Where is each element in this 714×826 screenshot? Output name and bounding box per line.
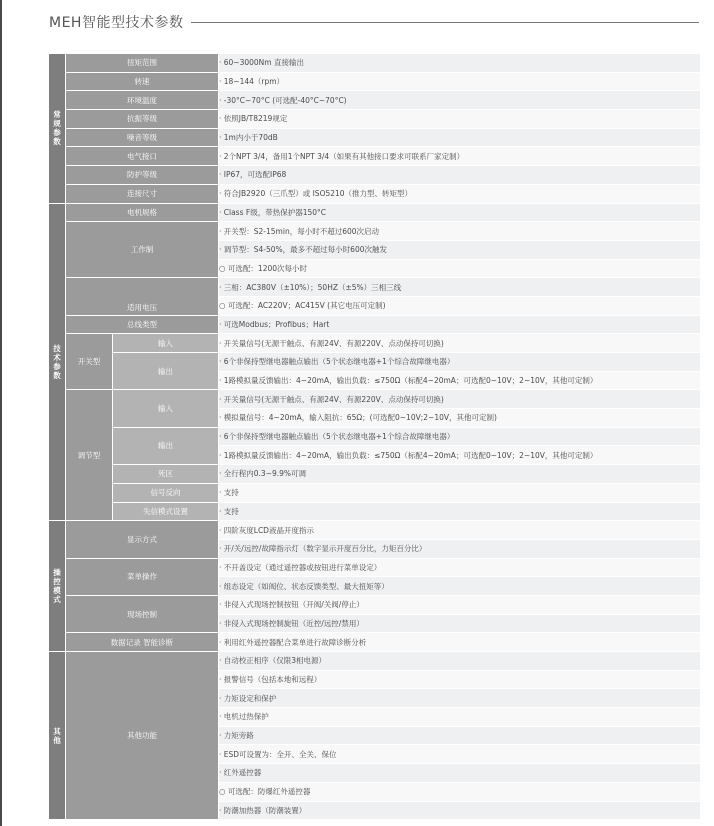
- row-value: · 防潮加热器（防潮装置）: [219, 801, 701, 820]
- table-row: [49, 203, 701, 222]
- row-sublabel: 输出: [113, 427, 219, 464]
- row-value: · 利用红外遥控器配合菜单进行故障诊断分析: [219, 633, 701, 652]
- row-value: · Class F级，带热保护器150°C: [219, 203, 701, 222]
- table-row: [49, 483, 701, 502]
- row-value: ○ 可选配：1200次每小时: [219, 259, 701, 278]
- row-value: · 非侵入式现场控制旋钮（近控/远控/禁用）: [219, 614, 701, 633]
- row-value: · -30°C~70°C (可选配-40°C~70°C): [219, 91, 701, 110]
- row-sublabel: 死区: [113, 465, 219, 484]
- row-label: 防护等级: [66, 166, 219, 185]
- row-label: 工作制: [66, 222, 219, 278]
- table-row: [49, 72, 701, 91]
- row-sublabel: 失信模式设置: [113, 502, 219, 521]
- row-value: · 自动校正相序（仅限3相电源）: [219, 652, 701, 671]
- row-label: 显示方式: [66, 521, 219, 558]
- table-row: [49, 128, 701, 147]
- row-label: 转速: [66, 72, 219, 91]
- row-value: · 1路模拟量反馈输出：4~20mA，输出负载：≤750Ω（标配4~20mA；可选配0~10V；2~10V，其他可定制）: [219, 446, 701, 465]
- table-row: [49, 595, 701, 614]
- row-sublabel: 信号反向: [113, 483, 219, 502]
- row-value: · 可选Modbus；Profibus；Hart: [219, 315, 701, 334]
- row-value: · 全行程内0.3~9.9%可调: [219, 465, 701, 484]
- row-value: · 力矩旁路: [219, 726, 701, 745]
- row-sublabel: 输出: [113, 353, 219, 390]
- row-value: ○ 可选配：AC220V；AC415V (其它电压可定制): [219, 296, 701, 315]
- row-value: ○ 可选配：防爆红外遥控器: [219, 782, 701, 801]
- table-row: [49, 558, 701, 577]
- row-value: · 开关量信号(无源干触点、有源24V、有源220V、点动保持可切换): [219, 390, 701, 409]
- row-value: · 不开盖设定（通过遥控器或按钮进行菜单设定）: [219, 558, 701, 577]
- row-value: · 四阶灰度LCD液晶开度指示: [219, 521, 701, 540]
- row-value: · 依照JB/T8219规定: [219, 110, 701, 129]
- row-value: · IP67，可选配IP68: [219, 166, 701, 185]
- table-row: [49, 278, 701, 297]
- group-control: 操控模式: [49, 521, 66, 652]
- row-value: · 报警信号（包括本地和远程）: [219, 670, 701, 689]
- row-sublabel: 输入: [113, 334, 219, 353]
- table-row: [49, 147, 701, 166]
- row-value: · 6个非保持型继电器触点输出（5个状态继电器+1个综合故障继电器）: [219, 427, 701, 446]
- row-value: · 1路模拟量反馈输出：4~20mA，输出负载：≤750Ω（标配4~20mA；可选配0~10V；2~10V，其他可定制）: [219, 371, 701, 390]
- title-divider: [191, 22, 699, 23]
- row-label: 抗振等级: [66, 110, 219, 129]
- row-label: 适用电压: [66, 278, 219, 315]
- row-value: · 开/关/远控/故障指示灯（数字显示开度百分比，力矩百分比）: [219, 539, 701, 558]
- section-header: [49, 11, 699, 33]
- table-row: [49, 390, 701, 409]
- table-row: [49, 427, 701, 446]
- table-row: [49, 315, 701, 334]
- table-row: [49, 54, 701, 73]
- page-title: MEH智能型技术参数: [49, 15, 184, 31]
- row-value: · 开关型：S2-15min，每小时不超过600次启动: [219, 222, 701, 241]
- row-label: 调节型: [66, 390, 113, 521]
- row-value: · 非侵入式现场控制按钮（开阀/关阀/停止）: [219, 595, 701, 614]
- row-label: 连接尺寸: [66, 184, 219, 203]
- table-row: [49, 465, 701, 484]
- row-value: · 电机过热保护: [219, 708, 701, 727]
- row-value: · 支持: [219, 483, 701, 502]
- row-value: · 60~3000Nm 直接输出: [219, 54, 701, 73]
- row-value: · 组态设定（如阀位、状态反馈类型、最大扭矩等）: [219, 577, 701, 596]
- table-row: [49, 633, 701, 652]
- row-label: 菜单操作: [66, 558, 219, 595]
- table-row: [49, 334, 701, 353]
- row-value: · 红外遥控器: [219, 764, 701, 783]
- group-technical: 技术参数: [49, 203, 66, 521]
- row-label: 总线类型: [66, 315, 219, 334]
- row-label: 电气接口: [66, 147, 219, 166]
- row-label: 开关型: [66, 334, 113, 390]
- table-row: [49, 222, 701, 241]
- row-value: · 符合JB2920（三爪型）或 ISO5210（推力型、转矩型）: [219, 184, 701, 203]
- row-label: 电机规格: [66, 203, 219, 222]
- row-value: · 调节型：S4-50%，最多不超过每小时600次触发: [219, 240, 701, 259]
- table-row: [49, 166, 701, 185]
- row-value: · 6个非保持型继电器触点输出（5个状态继电器+1个综合故障继电器）: [219, 353, 701, 372]
- row-value: · 18~144（rpm）: [219, 72, 701, 91]
- row-value: · 模拟量信号：4~20mA，输入阻抗：65Ω；(可选配0~10V;2~10V，其他可定制): [219, 409, 701, 428]
- table-row: [49, 353, 701, 372]
- group-other: 其他: [49, 652, 66, 820]
- row-value: · 力矩设定和保护: [219, 689, 701, 708]
- row-label: 其他功能: [66, 652, 219, 820]
- row-value: · 开关量信号(无源干触点、有源24V、有源220V、点动保持可切换): [219, 334, 701, 353]
- table-row: [49, 110, 701, 129]
- group-general: 常规参数: [49, 54, 66, 204]
- row-value: · 2个NPT 3/4，备用1个NPT 3/4（如果有其他接口要求可联系厂家定制）: [219, 147, 701, 166]
- row-value: · 1m内小于70dB: [219, 128, 701, 147]
- table-row: [49, 521, 701, 540]
- table-row: [49, 502, 701, 521]
- page-left-border: [0, 0, 2, 826]
- table-row: [49, 91, 701, 110]
- row-sublabel: 输入: [113, 390, 219, 427]
- row-label: 环境温度: [66, 91, 219, 110]
- row-label: 现场控制: [66, 595, 219, 632]
- row-label: 数据记录 智能诊断: [66, 633, 219, 652]
- table-row: [49, 652, 701, 671]
- row-label: 噪音等级: [66, 128, 219, 147]
- table-row: [49, 184, 701, 203]
- row-value: · 三相：AC380V（±10%）；50HZ（±5%）三相三线: [219, 278, 701, 297]
- row-label: 扭矩范围: [66, 54, 219, 73]
- row-value: · 支持: [219, 502, 701, 521]
- spec-table: [48, 53, 701, 820]
- row-value: · ESD可设置为：全开、全关、保位: [219, 745, 701, 764]
